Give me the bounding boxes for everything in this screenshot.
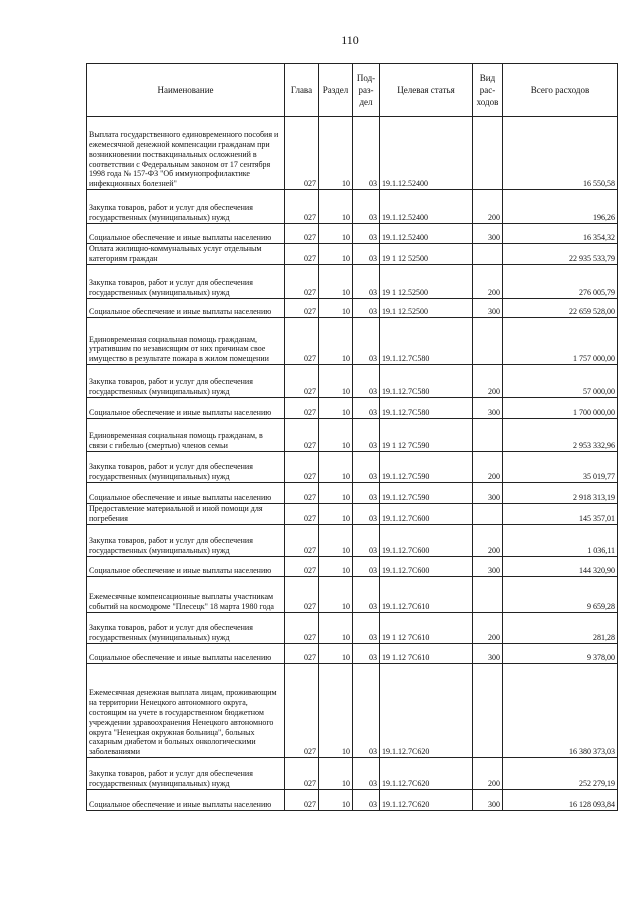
cell-total: 9 659,28 [503, 577, 618, 613]
cell-podrazdel: 03 [353, 664, 380, 758]
cell-total: 2 918 313,19 [503, 483, 618, 504]
cell-target: 19.1.12.7C600 [380, 504, 473, 525]
cell-vid: 200 [473, 190, 503, 224]
table-row [87, 452, 618, 483]
cell-total: 1 700 000,00 [503, 398, 618, 419]
cell-target: 19.1.12.7C580 [380, 398, 473, 419]
cell-name: Закупка товаров, работ и услуг для обеспечения государственных (муниципальных) нужд [87, 613, 285, 644]
cell-razdel: 10 [319, 577, 353, 613]
cell-name: Ежемесячная денежная выплата лицам, проживающим на территории Ненецкого автономного округа, состоящим на учете в государственном бюджетном учреждении здравоохранения Ненецкого автономного округа "Ненецкая окружная больница", больных сахарным диабетом и больных онкологическими заболеваниями [87, 664, 285, 758]
cell-vid: 200 [473, 365, 503, 398]
cell-target: 19.1.12.7C620 [380, 758, 473, 790]
cell-razdel: 10 [319, 190, 353, 224]
header-name: Наименование [87, 64, 285, 117]
cell-vid [473, 244, 503, 265]
table-row [87, 483, 618, 504]
cell-podrazdel: 03 [353, 224, 380, 244]
cell-name: Социальное обеспечение и иные выплаты населению [87, 790, 285, 811]
cell-podrazdel: 03 [353, 318, 380, 365]
cell-podrazdel: 03 [353, 483, 380, 504]
table-row [87, 758, 618, 790]
cell-glava: 027 [285, 365, 319, 398]
cell-name: Социальное обеспечение и иные выплаты населению [87, 299, 285, 318]
cell-razdel: 10 [319, 557, 353, 577]
cell-vid: 300 [473, 483, 503, 504]
cell-razdel: 10 [319, 644, 353, 664]
cell-total: 35 019,77 [503, 452, 618, 483]
cell-total: 276 005,79 [503, 265, 618, 299]
cell-glava: 027 [285, 790, 319, 811]
cell-name: Закупка товаров, работ и услуг для обеспечения государственных (муниципальных) нужд [87, 190, 285, 224]
cell-podrazdel: 03 [353, 644, 380, 664]
table-row [87, 664, 618, 758]
cell-glava: 027 [285, 224, 319, 244]
cell-glava: 027 [285, 398, 319, 419]
table-row [87, 644, 618, 664]
table-row [87, 525, 618, 557]
cell-razdel: 10 [319, 525, 353, 557]
cell-podrazdel: 03 [353, 398, 380, 419]
cell-razdel: 10 [319, 299, 353, 318]
cell-name: Предоставление материальной и иной помощи для погребения [87, 504, 285, 525]
cell-razdel: 10 [319, 664, 353, 758]
cell-target: 19.1.12.52400 [380, 117, 473, 190]
cell-podrazdel: 03 [353, 557, 380, 577]
cell-target: 19 1 12 7C610 [380, 613, 473, 644]
cell-podrazdel: 03 [353, 265, 380, 299]
cell-target: 19 1 12 52500 [380, 244, 473, 265]
header-target: Целевая статья [380, 64, 473, 117]
cell-podrazdel: 03 [353, 452, 380, 483]
cell-name: Социальное обеспечение и иные выплаты населению [87, 224, 285, 244]
cell-vid [473, 664, 503, 758]
cell-target: 19.1.12.52400 [380, 190, 473, 224]
cell-glava: 027 [285, 504, 319, 525]
table-body [87, 117, 618, 811]
cell-name: Закупка товаров, работ и услуг для обеспечения государственных (муниципальных) нужд [87, 452, 285, 483]
cell-total: 2 953 332,96 [503, 419, 618, 452]
cell-podrazdel: 03 [353, 419, 380, 452]
cell-total: 281,28 [503, 613, 618, 644]
cell-podrazdel: 03 [353, 504, 380, 525]
cell-vid: 200 [473, 265, 503, 299]
table-row [87, 613, 618, 644]
table-row [87, 577, 618, 613]
cell-name: Социальное обеспечение и иные выплаты населению [87, 557, 285, 577]
cell-podrazdel: 03 [353, 758, 380, 790]
cell-name: Закупка товаров, работ и услуг для обеспечения государственных (муниципальных) нужд [87, 265, 285, 299]
cell-glava: 027 [285, 190, 319, 224]
table-row [87, 365, 618, 398]
cell-total: 252 279,19 [503, 758, 618, 790]
table-row [87, 244, 618, 265]
cell-total: 57 000,00 [503, 365, 618, 398]
cell-name: Социальное обеспечение и иные выплаты населению [87, 483, 285, 504]
cell-glava: 027 [285, 483, 319, 504]
cell-name: Ежемесячные компенсационные выплаты участникам событий на космодроме "Плесецк" 18 марта 1980 года [87, 577, 285, 613]
cell-name: Закупка товаров, работ и услуг для обеспечения государственных (муниципальных) нужд [87, 758, 285, 790]
cell-total: 145 357,01 [503, 504, 618, 525]
cell-glava: 027 [285, 299, 319, 318]
cell-vid: 300 [473, 398, 503, 419]
table-row [87, 117, 618, 190]
cell-razdel: 10 [319, 790, 353, 811]
cell-vid [473, 577, 503, 613]
cell-target: 19.1.12.7C610 [380, 577, 473, 613]
cell-podrazdel: 03 [353, 790, 380, 811]
cell-vid: 200 [473, 452, 503, 483]
cell-name: Единовременная социальная помощь гражданам, в связи с гибелью (смертью) членов семьи [87, 419, 285, 452]
cell-glava: 027 [285, 557, 319, 577]
cell-glava: 027 [285, 758, 319, 790]
cell-name: Закупка товаров, работ и услуг для обеспечения государственных (муниципальных) нужд [87, 365, 285, 398]
cell-total: 144 320,90 [503, 557, 618, 577]
cell-target: 19.1.12.7C600 [380, 557, 473, 577]
cell-name: Выплата государственного единовременного пособия и ежемесячной денежной компенсации гражданам при возникновении поствакцинальных осложнений в соответствии с Федеральным законом от 17 сентября 1998 года № 157-ФЗ "Об иммунопрофилактике инфекционных болезней" [87, 117, 285, 190]
cell-podrazdel: 03 [353, 117, 380, 190]
cell-razdel: 10 [319, 419, 353, 452]
cell-name: Социальное обеспечение и иные выплаты населению [87, 644, 285, 664]
cell-total: 196,26 [503, 190, 618, 224]
cell-razdel: 10 [319, 758, 353, 790]
cell-glava: 027 [285, 664, 319, 758]
cell-vid: 300 [473, 644, 503, 664]
cell-target: 19.1.12.7C580 [380, 365, 473, 398]
cell-glava: 027 [285, 452, 319, 483]
table-row [87, 790, 618, 811]
cell-total: 16 550,58 [503, 117, 618, 190]
cell-razdel: 10 [319, 483, 353, 504]
cell-total: 1 036,11 [503, 525, 618, 557]
table-row [87, 299, 618, 318]
cell-glava: 027 [285, 318, 319, 365]
table-row [87, 557, 618, 577]
page-number: 110 [341, 33, 359, 47]
cell-target: 19.1.12.7C620 [380, 790, 473, 811]
cell-target: 19.1.12.7C590 [380, 483, 473, 504]
cell-total: 16 354,32 [503, 224, 618, 244]
cell-target: 19.1.12.7C590 [380, 452, 473, 483]
cell-podrazdel: 03 [353, 190, 380, 224]
cell-total: 1 757 000,00 [503, 318, 618, 365]
cell-razdel: 10 [319, 244, 353, 265]
cell-glava: 027 [285, 265, 319, 299]
table-header [87, 64, 618, 117]
header-glava: Глава [285, 64, 319, 117]
cell-podrazdel: 03 [353, 365, 380, 398]
cell-razdel: 10 [319, 318, 353, 365]
cell-glava: 027 [285, 644, 319, 664]
cell-vid: 300 [473, 224, 503, 244]
cell-podrazdel: 03 [353, 525, 380, 557]
header-razdel: Раздел [319, 64, 353, 117]
cell-glava: 027 [285, 525, 319, 557]
cell-total: 22 659 528,00 [503, 299, 618, 318]
header-podrazdel: Под-раз-дел [353, 64, 380, 117]
header-total: Всего расходов [503, 64, 618, 117]
cell-name: Социальное обеспечение и иные выплаты населению [87, 398, 285, 419]
table-row [87, 265, 618, 299]
cell-vid [473, 117, 503, 190]
cell-razdel: 10 [319, 117, 353, 190]
cell-razdel: 10 [319, 365, 353, 398]
cell-vid: 200 [473, 758, 503, 790]
cell-glava: 027 [285, 419, 319, 452]
cell-target: 19.1.12.7C580 [380, 318, 473, 365]
cell-total: 16 128 093,84 [503, 790, 618, 811]
cell-razdel: 10 [319, 452, 353, 483]
cell-name: Единовременная социальная помощь гражданам, утратившим по независящим от них причинам свое имущество в результате пожара в жилом помещении [87, 318, 285, 365]
cell-glava: 027 [285, 244, 319, 265]
cell-target: 19.1 12.52500 [380, 299, 473, 318]
cell-glava: 027 [285, 117, 319, 190]
cell-vid: 300 [473, 557, 503, 577]
cell-razdel: 10 [319, 504, 353, 525]
cell-total: 9 378,00 [503, 644, 618, 664]
cell-podrazdel: 03 [353, 577, 380, 613]
table-row [87, 504, 618, 525]
cell-podrazdel: 03 [353, 613, 380, 644]
cell-total: 22 935 533,79 [503, 244, 618, 265]
cell-target: 19 1.12 7C610 [380, 644, 473, 664]
cell-vid: 300 [473, 299, 503, 318]
cell-target: 19 1 12.52500 [380, 265, 473, 299]
cell-razdel: 10 [319, 224, 353, 244]
cell-vid: 300 [473, 790, 503, 811]
cell-vid: 200 [473, 613, 503, 644]
table-row [87, 190, 618, 224]
cell-target: 19.1.12.52400 [380, 224, 473, 244]
table-row [87, 224, 618, 244]
cell-razdel: 10 [319, 613, 353, 644]
cell-target: 19 1 12 7C590 [380, 419, 473, 452]
table-row [87, 419, 618, 452]
cell-name: Оплата жилищно-коммунальных услуг отдельным категориям граждан [87, 244, 285, 265]
cell-glava: 027 [285, 613, 319, 644]
budget-table [86, 63, 618, 811]
cell-glava: 027 [285, 577, 319, 613]
header-vid: Вид рас-ходов [473, 64, 503, 117]
cell-vid [473, 318, 503, 365]
cell-vid [473, 504, 503, 525]
cell-razdel: 10 [319, 398, 353, 419]
cell-total: 16 380 373,03 [503, 664, 618, 758]
cell-vid: 200 [473, 525, 503, 557]
cell-name: Закупка товаров, работ и услуг для обеспечения государственных (муниципальных) нужд [87, 525, 285, 557]
cell-target: 19.1.12.7C620 [380, 664, 473, 758]
cell-podrazdel: 03 [353, 299, 380, 318]
table-row [87, 398, 618, 419]
cell-podrazdel: 03 [353, 244, 380, 265]
cell-vid [473, 419, 503, 452]
cell-razdel: 10 [319, 265, 353, 299]
table-row [87, 318, 618, 365]
cell-target: 19.1.12.7C600 [380, 525, 473, 557]
